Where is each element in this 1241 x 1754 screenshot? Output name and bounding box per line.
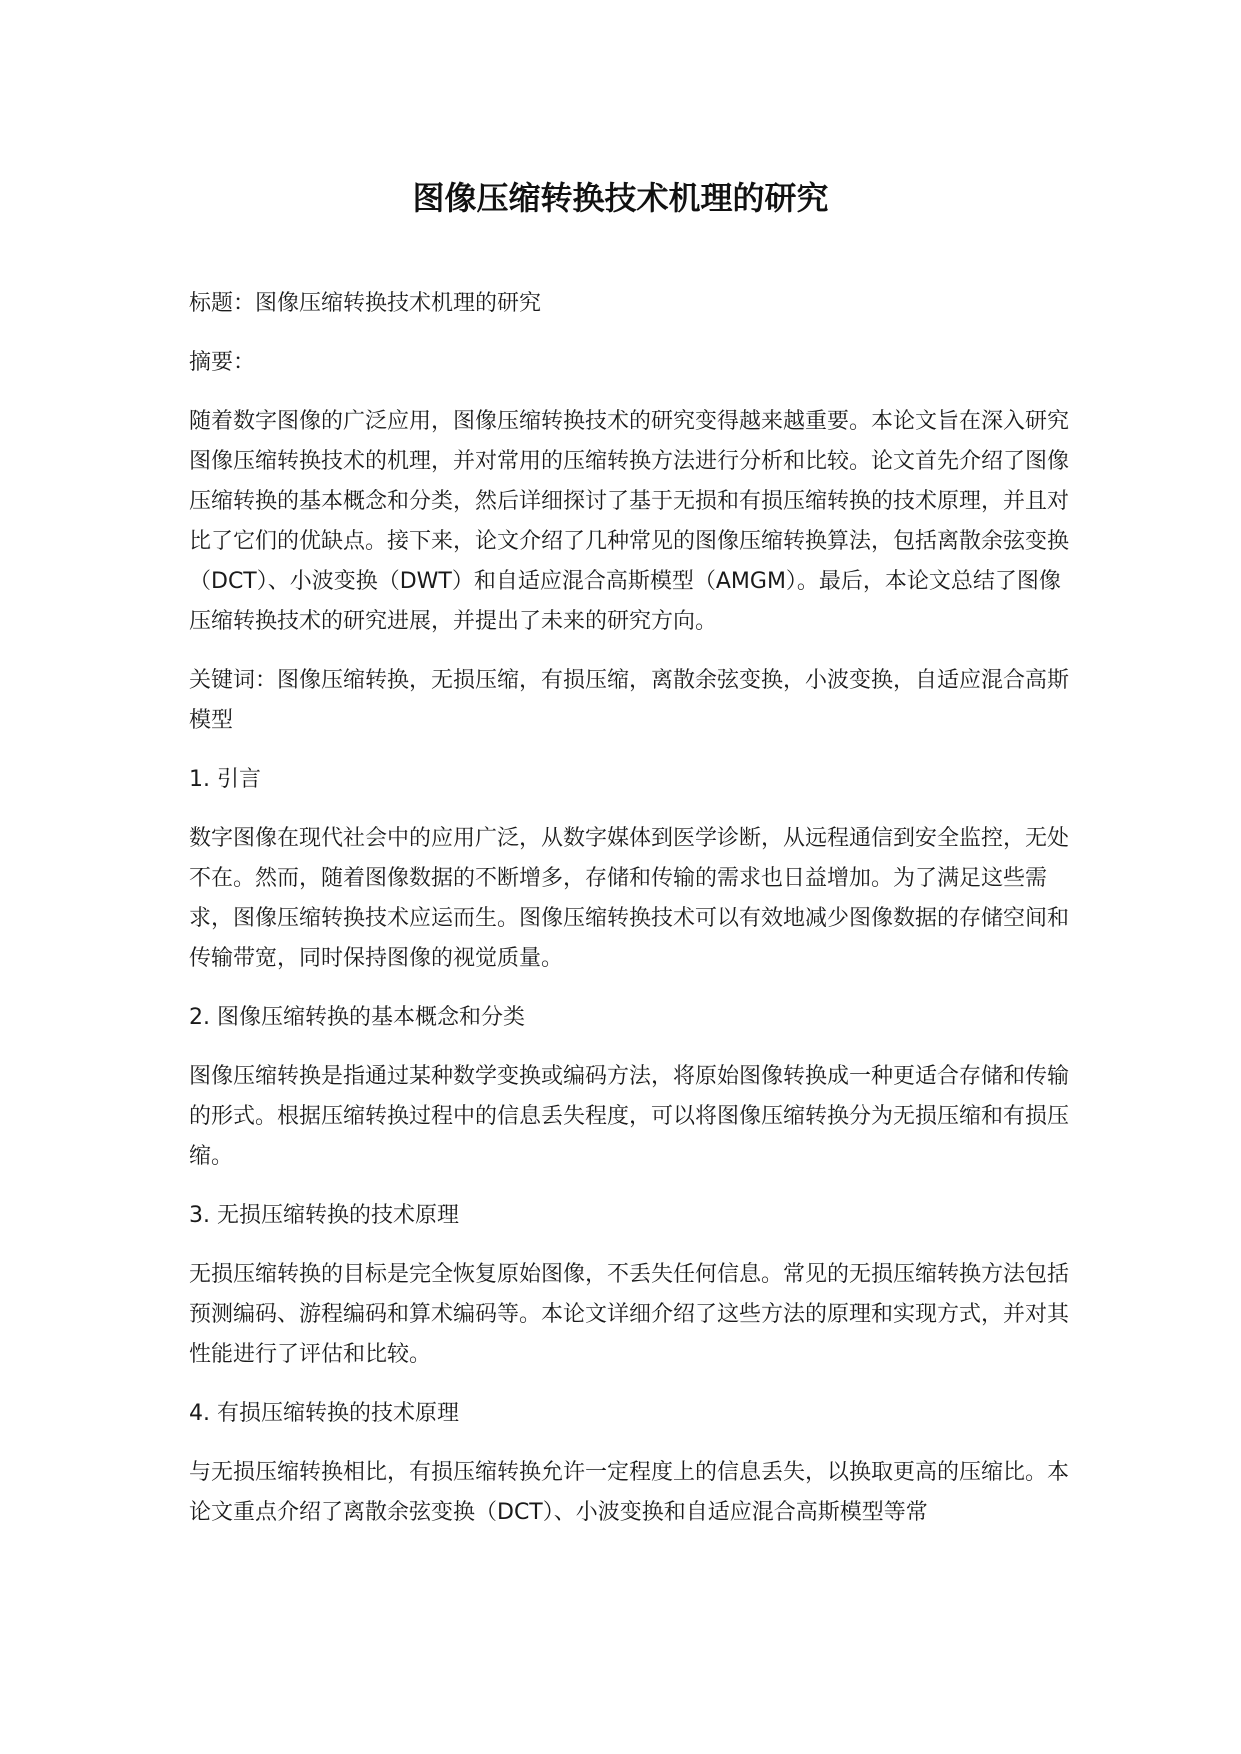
section-heading-lossless: 3. 无损压缩转换的技术原理: [189, 1203, 459, 1228]
abstract-paragraph: 随着数字图像的广泛应用，图像压缩转换技术的研究变得越来越重要。本论文旨在深入研究图像压缩转换技术的机理，并对常用的压缩转换方法进行分析和比较。论文首先介绍了图像压缩转换的基本概念和分类，然后详细探讨了基于无损和有损压缩转换的技术原理，并且对比了它们的优缺点。接下来，论文介绍了几种常见的图像压缩转换算法，包括离散余弦变换（DCT）、小波变换（DWT）和自适应混合高斯模型（AMGM）。最后，本论文总结了图像压缩转换技术的研究进展，并提出了未来的研究方向。: [189, 409, 1070, 634]
section-heading-introduction: 1. 引言: [189, 767, 261, 792]
section-body-concepts: 图像压缩转换是指通过某种数学变换或编码方法，将原始图像转换成一种更适合存储和传输的形式。根据压缩转换过程中的信息丢失程度，可以将图像压缩转换分为无损压缩和有损压缩。: [189, 1064, 1070, 1169]
document-body: [189, 284, 1069, 1552]
section-heading-lossy: 4. 有损压缩转换的技术原理: [189, 1401, 459, 1426]
document-title: 图像压缩转换技术机理的研究: [412, 179, 829, 217]
section-body-lossy: 与无损压缩转换相比，有损压缩转换允许一定程度上的信息丢失，以换取更高的压缩比。本论文重点介绍了离散余弦变换（DCT）、小波变换和自适应混合高斯模型等常: [189, 1460, 1070, 1525]
keywords-paragraph: 关键词：图像压缩转换，无损压缩，有损压缩，离散余弦变换，小波变换，自适应混合高斯模型: [189, 668, 1070, 733]
section-heading-concepts: 2. 图像压缩转换的基本概念和分类: [189, 1005, 525, 1030]
abstract-label: 摘要：: [189, 350, 256, 375]
section-body-lossless: 无损压缩转换的目标是完全恢复原始图像，不丢失任何信息。常见的无损压缩转换方法包括预测编码、游程编码和算术编码等。本论文详细介绍了这些方法的原理和实现方式，并对其性能进行了评估和比较。: [189, 1262, 1070, 1367]
section-body-introduction: 数字图像在现代社会中的应用广泛，从数字媒体到医学诊断，从远程通信到安全监控，无处不在。然而，随着图像数据的不断增多，存储和传输的需求也日益增加。为了满足这些需求，图像压缩转换技术应运而生。图像压缩转换技术可以有效地减少图像数据的存储空间和传输带宽，同时保持图像的视觉质量。: [189, 826, 1070, 971]
title-line: 标题：图像压缩转换技术机理的研究: [189, 291, 542, 316]
